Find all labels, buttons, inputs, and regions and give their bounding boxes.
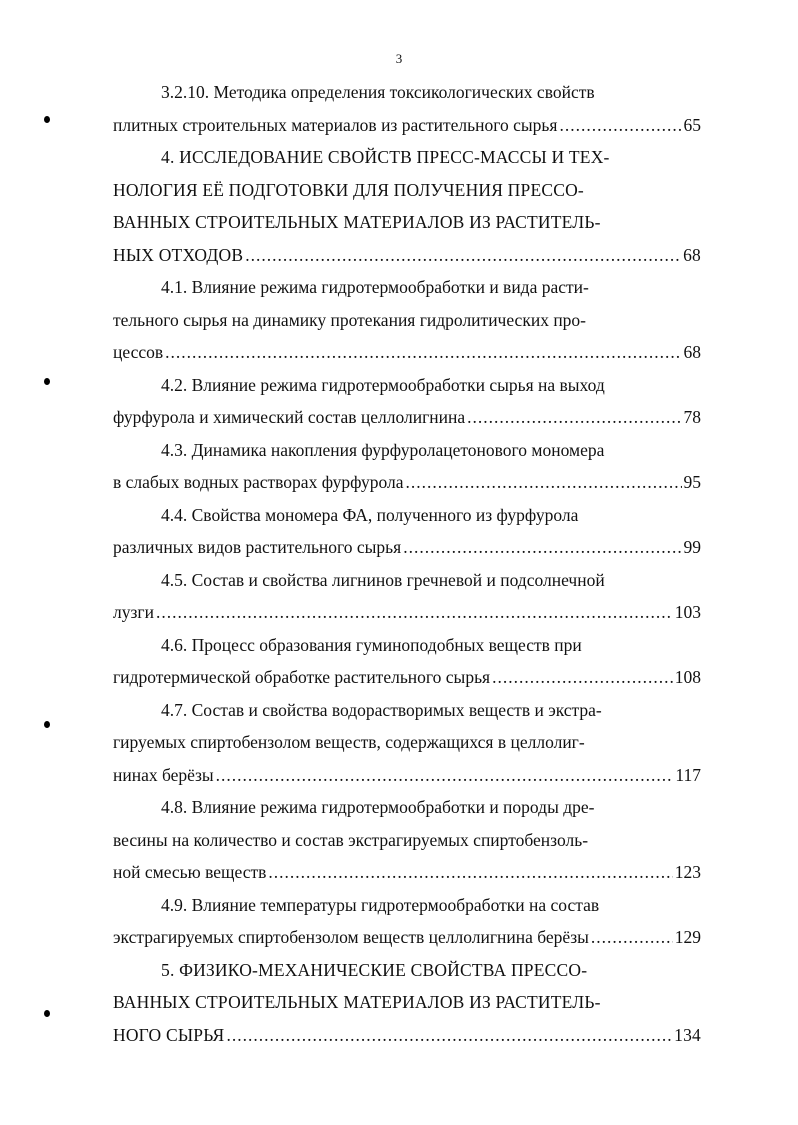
toc-entry-3-2-10 [113,76,701,141]
toc-entry-4-4 [113,499,701,564]
toc-entry-4-2 [113,369,701,434]
toc-entry-4 [113,141,701,271]
toc-entry-text: плитных строительных материалов из растительного сырья [113,114,558,135]
toc-page-number: 65 [683,114,701,135]
toc-entry-text: НОГО СЫРЬЯ [113,1024,225,1045]
toc-entry-last-line [113,1019,701,1052]
margin-dot-2 [44,378,50,385]
toc-entry-line: 4.4. Свойства мономера ФА, полученного из фурфурола [161,504,579,525]
toc-entry-line: 4.2. Влияние режима гидротермообработки сырья на выход [161,374,605,395]
toc-entry-text: цессов [113,342,164,362]
dot-leader [216,759,674,792]
toc-entry-4-8 [113,791,701,889]
toc-entry-text: НЫХ ОТХОДОВ [113,244,244,265]
toc-entry-4-7 [113,694,701,792]
toc-entry-text: лузги [113,602,154,622]
toc-page-number: 78 [683,407,701,427]
dot-leader [226,1019,672,1052]
toc-page-number: 123 [674,862,701,882]
toc-entry-text: в слабых водных растворах фурфурола [113,472,404,492]
margin-dot-4 [44,1010,50,1017]
toc-entry-last-line [113,109,701,142]
dot-leader [245,239,681,272]
dot-leader [406,466,682,499]
toc-entry-last-line [113,856,701,889]
toc-entry-4-5 [113,564,701,629]
toc-entry-text: фурфурола и химический состав целлолигнина [113,407,466,427]
toc-entry-line: 3.2.10. Методика определения токсикологических свойств [161,82,595,102]
toc-entry-line: тельного сырья на динамику протекания гидролитических про- [113,309,587,330]
toc-entry-line: ВАННЫХ СТРОИТЕЛЬНЫХ МАТЕРИАЛОВ ИЗ РАСТИТЕЛЬ- [113,992,601,1012]
dot-leader [559,109,681,142]
dot-leader [268,856,672,889]
toc-entry-4-3 [113,434,701,499]
toc-entry-5 [113,954,701,1052]
toc-entry-line: 4.3. Динамика накопления фурфуролацетонового мономера [161,439,605,460]
dot-leader [165,336,681,369]
toc-entry-line: 4.5. Состав и свойства лигнинов гречневой и подсолнечной [161,569,605,590]
dot-leader [591,921,673,954]
toc-entry-line: 4. ИССЛЕДОВАНИЕ СВОЙСТВ ПРЕСС-МАССЫ И ТЕХ- [161,147,610,167]
toc-page-number: 68 [683,342,701,362]
toc-entry-text: различных видов растительного сырья [113,537,402,557]
dot-leader [492,661,673,694]
toc-entry-text: гидротермической обработке растительного сырья [113,667,491,687]
margin-dot-1 [44,116,50,123]
table-of-contents [113,76,701,1051]
toc-entry-4-1 [113,271,701,369]
toc-page-number: 108 [674,667,701,687]
toc-entry-last-line [113,336,701,369]
toc-page-number: 129 [674,927,701,947]
toc-entry-last-line [113,661,701,694]
toc-entry-line: ВАННЫХ СТРОИТЕЛЬНЫХ МАТЕРИАЛОВ ИЗ РАСТИТЕЛЬ- [113,212,601,232]
toc-entry-4-9 [113,889,701,954]
toc-page-number: 103 [674,602,701,622]
toc-entry-last-line [113,466,701,499]
toc-entry-text: нинах берёзы [113,764,214,785]
dot-leader [156,596,673,629]
toc-entry-4-6 [113,629,701,694]
toc-entry-line: 4.9. Влияние температуры гидротермообработки на состав [161,894,600,915]
margin-dot-3 [44,721,50,728]
toc-entry-last-line [113,531,701,564]
dot-leader [467,401,681,434]
dot-leader [403,531,681,564]
toc-entry-last-line [113,596,701,629]
toc-entry-text: ной смесью веществ [113,862,267,882]
page-number: 3 [395,51,403,66]
toc-entry-last-line [113,921,701,954]
toc-entry-text: экстрагируемых спиртобензолом веществ целлолигнина берёзы [113,927,589,947]
toc-page-number: 68 [683,244,701,265]
toc-entry-line: 4.6. Процесс образования гуминоподобных веществ при [161,634,582,655]
toc-entry-line: гируемых спиртобензолом веществ, содержащихся в целлолиг- [113,732,585,752]
toc-entry-line: 4.7. Состав и свойства водорастворимых веществ и экстра- [161,699,602,720]
toc-page-number: 117 [675,764,701,785]
toc-entry-last-line [113,239,701,272]
toc-entry-line: 4.1. Влияние режима гидротермообработки и вида расти- [161,277,589,297]
toc-entry-last-line [113,759,701,792]
toc-page-number: 95 [683,472,701,492]
toc-entry-last-line [113,401,701,434]
toc-entry-line: 4.8. Влияние режима гидротермообработки и породы дре- [161,797,595,817]
toc-page-number: 134 [674,1024,701,1045]
toc-entry-line: 5. ФИЗИКО-МЕХАНИЧЕСКИЕ СВОЙСТВА ПРЕССО- [161,959,588,980]
toc-page-number: 99 [683,537,701,557]
toc-entry-line: весины на количество и состав экстрагируемых спиртобензоль- [113,829,589,850]
toc-entry-line: НОЛОГИЯ ЕЁ ПОДГОТОВКИ ДЛЯ ПОЛУЧЕНИЯ ПРЕССО- [113,179,584,200]
